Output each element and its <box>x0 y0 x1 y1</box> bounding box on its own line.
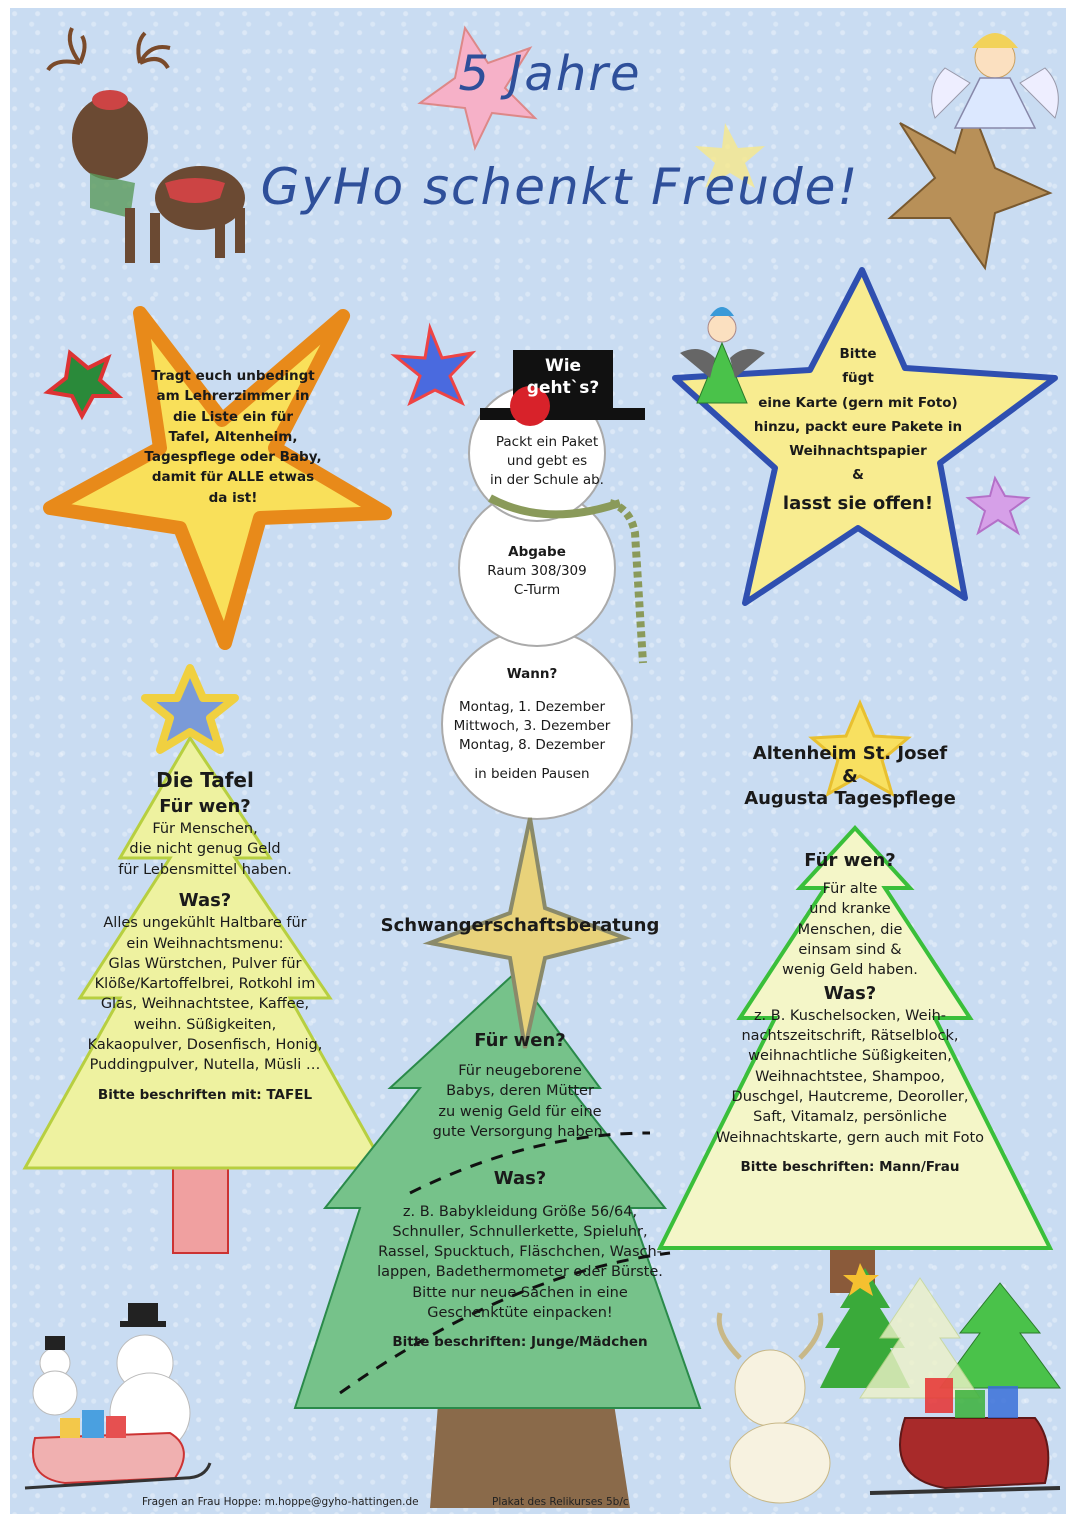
angel-with-star-drawing <box>890 33 1058 268</box>
snowman-head-text <box>477 433 617 490</box>
tafel-what-line: Kakaopulver, Dosenfisch, Honig, <box>87 1037 323 1054</box>
altenheim-section <box>690 848 1010 1177</box>
altenheim-what-line: Weihnachtskarte, gern auch mit Foto <box>715 1129 985 1146</box>
schwanger-what-heading: Was? <box>493 1168 547 1190</box>
altenheim-for-whom-line: einsam sind & <box>798 942 902 959</box>
schwanger-what-line: lappen, Badethermometer oder Bürste. <box>377 1264 663 1281</box>
schwanger-title: Schwangerschaftsberatung <box>380 915 660 936</box>
pausen-note: in beiden Pausen <box>474 765 590 782</box>
right-star-line: fügt <box>842 370 874 387</box>
altenheim-label: Bitte beschriften: Mann/Frau <box>740 1158 960 1175</box>
head-line: Packt ein Paket <box>495 434 599 450</box>
altenheim-amp: & <box>842 765 858 787</box>
altenheim-for-whom-line: wenig Geld haben. <box>782 962 918 979</box>
footer-credit: Plakat des Relikurses 5b/c <box>492 1496 629 1508</box>
schwanger-for-whom-line: zu wenig Geld für eine <box>438 1103 602 1120</box>
schwanger-what-line: Rassel, Spucktuch, Fläschchen, Wasch- <box>378 1244 662 1261</box>
snowman-bottom-text <box>432 665 632 783</box>
tafel-for-whom-line: die nicht genug Geld <box>129 841 281 858</box>
schwanger-label: Bitte beschriften: Junge/Mädchen <box>392 1334 648 1351</box>
schwanger-section <box>350 1028 690 1352</box>
tafel-for-whom-line: Für Menschen, <box>152 821 258 838</box>
altenheim-title <box>700 743 1000 811</box>
date-line: Mittwoch, 3. Dezember <box>453 717 611 734</box>
altenheim-title-2: Augusta Tagespflege <box>744 788 956 809</box>
altenheim-what-line: Duschgel, Hautcreme, Deoroller, <box>731 1089 969 1106</box>
tafel-what-line: Klöße/Kartoffelbrei, Rotkohl im <box>94 976 316 993</box>
abgabe-heading: Abgabe <box>508 544 566 560</box>
tafel-what-line: weihn. Süßigkeiten, <box>133 1016 277 1033</box>
right-star-emphasis: lasst sie offen! <box>782 492 934 514</box>
snowman-hat-text <box>515 355 611 399</box>
title-line-2: GyHo schenkt Freude! <box>260 158 860 216</box>
poster <box>10 8 1066 1514</box>
left-star-line: Tagespflege oder Baby, <box>144 449 322 465</box>
tafel-label: Bitte beschriften mit: TAFEL <box>97 1086 313 1103</box>
wann-heading: Wann? <box>506 666 558 682</box>
head-line: und gebt es <box>506 452 588 469</box>
footer-contact: Fragen an Frau Hoppe: m.hoppe@gyho-hattingen.de <box>142 1496 419 1508</box>
altenheim-for-whom-line: Für alte <box>822 881 878 898</box>
altenheim-what-line: weihnachtliche Süßigkeiten, <box>748 1048 952 1065</box>
left-star-text <box>128 366 338 508</box>
right-star-line: & <box>852 467 864 484</box>
altenheim-for-whom-line: und kranke <box>809 901 891 918</box>
right-star-line: Weihnachtspapier <box>789 443 927 460</box>
left-star-line: damit für ALLE etwas <box>151 469 315 486</box>
schwanger-for-whom-line: gute Versorgung haben. <box>432 1124 608 1141</box>
altenheim-what-line: z. B. Kuschelsocken, Weih- <box>753 1007 947 1024</box>
deer-trees-sleigh-drawing <box>719 1263 1060 1503</box>
snowman-middle-text <box>467 543 607 600</box>
right-star-line: eine Karte (gern mit Foto) <box>758 394 958 411</box>
tafel-what-line: Glas Würstchen, Pulver für <box>108 955 302 972</box>
tafel-what-line: Alles ungekühlt Haltbare für <box>103 915 307 932</box>
right-star-line: hinzu, packt eure Pakete in <box>753 418 963 435</box>
altenheim-title-1: Altenheim St. Josef <box>752 743 948 764</box>
reindeer-drawing <box>48 28 245 263</box>
left-star-line: am Lehrerzimmer in <box>156 388 310 405</box>
schwanger-what-line: Geschenktüte einpacken! <box>427 1305 613 1322</box>
altenheim-for-whom-line: Menschen, die <box>797 921 903 938</box>
tafel-section <box>70 766 340 1105</box>
date-line: Montag, 1. Dezember <box>458 698 606 715</box>
snowmen-sleigh-drawing <box>25 1303 210 1488</box>
left-star-line: Tafel, Altenheim, <box>168 428 298 445</box>
tafel-for-whom-heading: Für wen? <box>159 796 251 817</box>
tafel-title: Die Tafel <box>156 768 254 792</box>
tafel-what-line: ein Weihnachtsmenu: <box>126 935 284 952</box>
altenheim-what-line: Weihnachtstee, Shampoo, <box>755 1068 945 1085</box>
schwanger-what-line: Schnuller, Schnullerkette, Spieluhr, <box>392 1223 648 1240</box>
altenheim-what-heading: Was? <box>823 982 877 1004</box>
colorful-small-star-center <box>395 328 472 403</box>
hat-line: geht`s? <box>526 378 600 399</box>
altenheim-what-line: nachtszeitschrift, Rätselblock, <box>741 1028 959 1045</box>
colorful-small-star-left <box>48 353 118 416</box>
left-star-line: da ist! <box>208 489 258 506</box>
right-star-line: Bitte <box>839 346 877 362</box>
tafel-what-heading: Was? <box>178 890 232 912</box>
tafel-what-line: Puddingpulver, Nutella, Müsli … <box>89 1057 321 1074</box>
abgabe-line: C-Turm <box>513 581 561 598</box>
altenheim-what-line: Saft, Vitamalz, persönliche <box>753 1109 947 1126</box>
hat-line: Wie <box>544 356 582 376</box>
date-line: Montag, 8. Dezember <box>458 736 606 753</box>
schwanger-what-line: Bitte nur neue Sachen in eine <box>412 1284 628 1301</box>
abgabe-line: Raum 308/309 <box>487 562 587 579</box>
tafel-for-whom-line: für Lebensmittel haben. <box>118 861 292 878</box>
altenheim-for-whom-heading: Für wen? <box>804 850 896 871</box>
schwanger-for-whom-line: Babys, deren Mütter <box>446 1083 594 1100</box>
right-star-text <box>738 342 978 520</box>
schwanger-for-whom-heading: Für wen? <box>474 1030 566 1051</box>
head-line: in der Schule ab. <box>490 471 604 488</box>
schwanger-for-whom-line: Für neugeborene <box>458 1063 582 1080</box>
title-line-1: 5 Jahre <box>458 46 642 102</box>
left-star-line: Tragt euch unbedingt <box>151 368 315 384</box>
tafel-what-line: Glas, Weihnachtstee, Kaffee, <box>100 996 310 1013</box>
left-star-line: die Liste ein für <box>173 408 293 425</box>
schwanger-what-line: z. B. Babykleidung Größe 56/64, <box>402 1203 638 1220</box>
